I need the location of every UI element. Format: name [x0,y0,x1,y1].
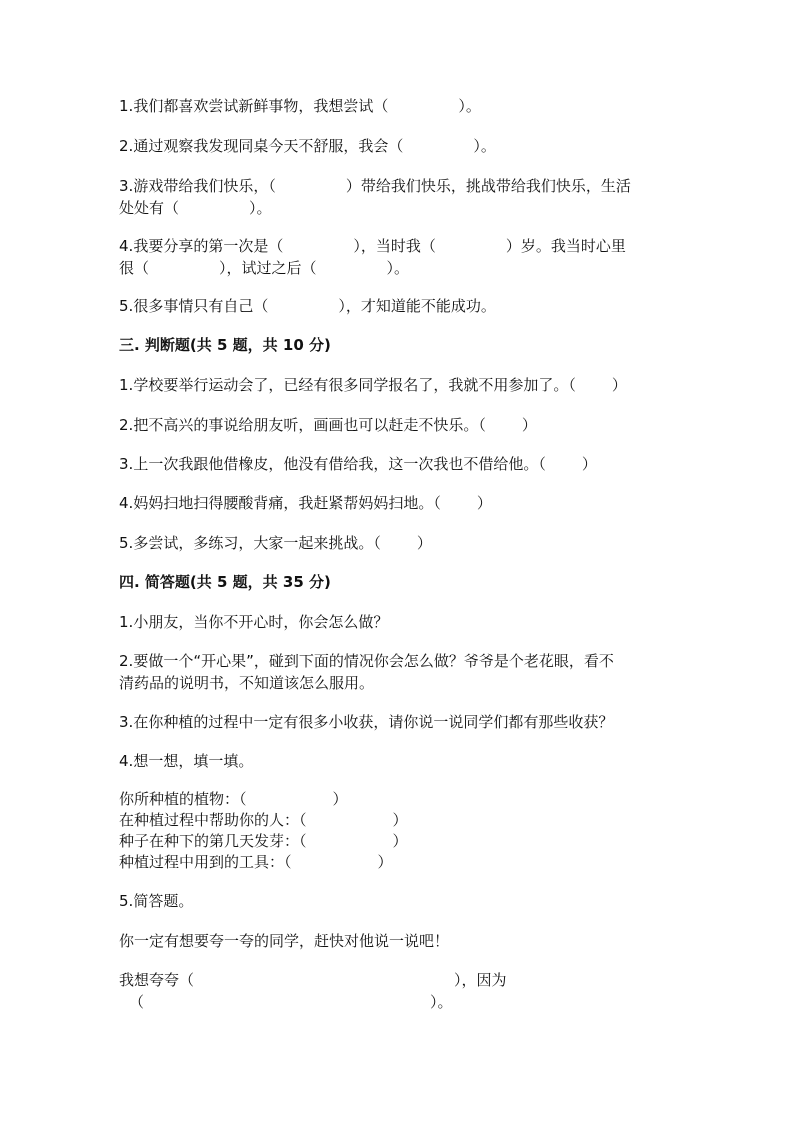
short-question-2 [119,650,679,694]
section-4-title: 四. 简答题(共 5 题，共 35 分) [119,573,331,591]
judge-question-4: 4.妈妈扫地扫得腰酸背痛，我赶紧帮妈妈扫地。（ ） [119,494,492,512]
question-line: （ ）。 [129,993,453,1011]
question-line: 2.要做一个“开心果”，碰到下面的情况你会怎么做？爷爷是个老花眼，看不 [119,652,614,670]
judge-question-3: 3.上一次我跟他借橡皮，他没有借给我，这一次我也不借给他。（ ） [119,455,597,473]
fill-question-5: 5.很多事情只有自己（ ），才知道能不能成功。 [119,297,496,315]
fill-question-4 [119,235,679,279]
judge-question-2: 2.把不高兴的事说给朋友听，画画也可以赶走不快乐。（ ） [119,416,537,434]
judge-question-1: 1.学校要举行运动会了，已经有很多同学报名了，我就不用参加了。（ ） [119,376,627,394]
praise-prompt: 你一定有想要夸一夸的同学，赶快对他说一说吧！ [119,932,450,950]
question-line: 我想夸夸（ ），因为 [119,971,507,989]
fill-question-3 [119,175,679,219]
form-row-plant: 你所种植的植物：（ ） [119,790,348,808]
question-line: 3.游戏带给我们快乐，（ ）带给我们快乐，挑战带给我们快乐，生活 [119,177,631,195]
judge-question-5: 5.多尝试，多练习，大家一起来挑战。（ ） [119,534,432,552]
form-row-helper: 在种植过程中帮助你的人：（ ） [119,811,408,829]
fill-question-1: 1.我们都喜欢尝试新鲜事物，我想尝试（ ）。 [119,97,481,115]
question-line: 清药品的说明书，不知道该怎么服用。 [119,674,375,692]
short-question-5: 5.简答题。 [119,892,194,910]
section-3-title: 三. 判断题(共 5 题，共 10 分) [119,336,331,354]
question-line: 很（ ），试过之后（ ）。 [119,259,410,277]
fill-question-2: 2.通过观察我发现同桌今天不舒服，我会（ ）。 [119,137,496,155]
praise-answer [119,969,679,1013]
question-line: 4.我要分享的第一次是（ ），当时我（ ）岁。我当时心里 [119,237,626,255]
question-line: 处处有（ ）。 [119,199,272,217]
short-question-1: 1.小朋友，当你不开心时，你会怎么做？ [119,613,389,631]
short-question-4: 4.想一想，填一填。 [119,752,254,770]
short-question-3: 3.在你种植的过程中一定有很多小收获，请你说一说同学们都有那些收获？ [119,713,614,731]
form-row-sprout-day: 种子在种下的第几天发芽：（ ） [119,832,408,850]
form-row-tools: 种植过程中用到的工具：（ ） [119,853,393,871]
planting-form [119,789,679,873]
